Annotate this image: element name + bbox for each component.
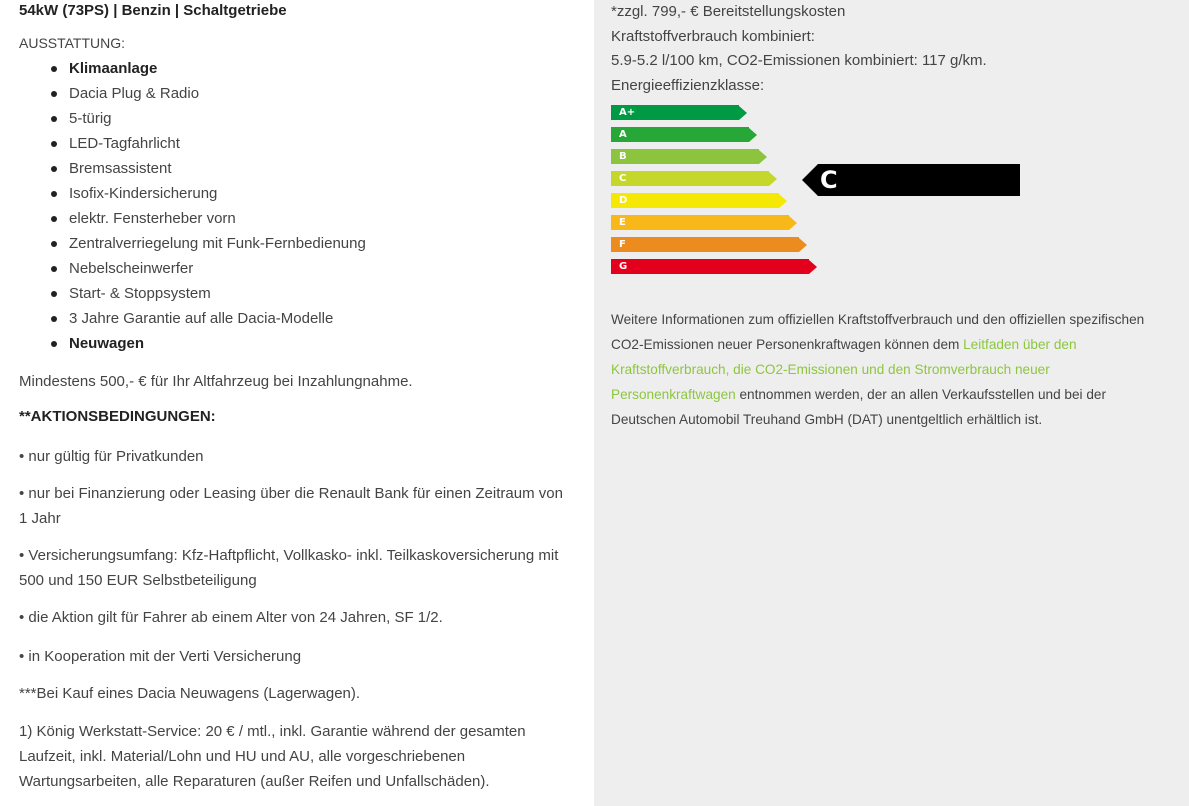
- stock-note: ***Bei Kauf eines Dacia Neuwagens (Lagerwagen).: [19, 685, 361, 702]
- condition-item: • die Aktion gilt für Fahrer ab einem Alter von 24 Jahren, SF 1/2.: [19, 609, 443, 626]
- equipment-item: Nebelscheinwerfer: [19, 256, 366, 281]
- equipment-list: [19, 56, 366, 356]
- efficiency-bar: [611, 105, 747, 120]
- condition-item: • in Kooperation mit der Verti Versicherung: [19, 648, 302, 665]
- efficiency-bar: [611, 237, 807, 252]
- consumption-label: Kraftstoffverbrauch kombiniert:: [611, 27, 815, 45]
- equipment-label: AUSSTATTUNG:: [19, 35, 126, 51]
- efficiency-bar: [611, 171, 777, 186]
- conditions-title: **AKTIONSBEDINGUNGEN:: [19, 408, 216, 425]
- efficiency-bar: [611, 215, 797, 230]
- guideline-link[interactable]: Leitfaden über den Kraftstoffverbrauch, die CO2-Emissionen und den Stromverbrauch neuer Personenkraftwagen: [611, 337, 1077, 402]
- efficiency-bar-label: A+: [619, 107, 636, 118]
- efficiency-bar-label: C: [619, 173, 627, 184]
- efficiency-bar-label: F: [619, 239, 626, 250]
- equipment-item: LED-Tagfahrlicht: [19, 131, 366, 156]
- efficiency-label: Energieeffizienzklasse:: [611, 76, 765, 94]
- service-note: 1) König Werkstatt-Service: 20 € / mtl., inkl. Garantie während der gesamten Laufzeit, inkl. Material/Lohn und HU und AU, alle vorgeschriebenen Wartungsarbeiten, alle Reparaturen (außer Reifen und Unfallschäden).: [19, 723, 526, 790]
- trade-in-note: Mindestens 500,- € für Ihr Altfahrzeug bei Inzahlungnahme.: [19, 373, 413, 390]
- efficiency-bar-label: D: [619, 195, 628, 206]
- selected-efficiency-class: C: [818, 164, 1020, 196]
- efficiency-bar-label: E: [619, 217, 626, 228]
- equipment-item: Zentralverriegelung mit Funk-Fernbedienung: [19, 231, 366, 256]
- legal-info-suffix: entnommen werden, der an allen Verkaufsstellen und bei der Deutschen Automobil Treuhand GmbH (DAT) unentgeltlich erhältlich ist.: [611, 387, 1106, 427]
- equipment-item: Klimaanlage: [19, 56, 366, 81]
- marker-arrow: [802, 164, 818, 196]
- provision-costs: *zzgl. 799,- € Bereitstellungskosten: [611, 3, 846, 20]
- equipment-item: elektr. Fensterheber vorn: [19, 206, 366, 231]
- efficiency-class-marker: [802, 164, 1020, 196]
- efficiency-bar-label: B: [619, 151, 627, 162]
- equipment-item: 5-türig: [19, 106, 366, 131]
- efficiency-bar: [611, 193, 787, 208]
- equipment-item: 3 Jahre Garantie auf alle Dacia-Modelle: [19, 306, 366, 331]
- efficiency-bar: [611, 127, 757, 142]
- efficiency-bar: [611, 149, 767, 164]
- legal-info-prefix: Weitere Informationen zum offiziellen Kraftstoffverbrauch und den offiziellen spezifischen CO2-Emissionen neuer Personenkraftwagen können dem: [611, 312, 1145, 352]
- equipment-item: Isofix-Kindersicherung: [19, 181, 366, 206]
- equipment-item: Dacia Plug & Radio: [19, 81, 366, 106]
- efficiency-bar: [611, 259, 817, 274]
- consumption-info: [611, 0, 987, 98]
- consumption-column: [594, 0, 1189, 806]
- legal-info: [611, 307, 1171, 432]
- efficiency-bar-label: A: [619, 129, 627, 140]
- engine-spec: 54kW (73PS) | Benzin | Schaltgetriebe: [19, 2, 287, 19]
- condition-item: • Versicherungsumfang: Kfz-Haftpflicht, Vollkasko- inkl. Teilkaskoversicherung mit 500 und 150 EUR Selbstbeteiligung: [19, 547, 559, 589]
- equipment-item: Start- & Stoppsystem: [19, 281, 366, 306]
- efficiency-bar-label: G: [619, 261, 628, 272]
- condition-item: • nur gültig für Privatkunden: [19, 448, 204, 465]
- equipment-item: Neuwagen: [19, 331, 366, 356]
- offer-details-column: [0, 0, 594, 806]
- consumption-value: 5.9-5.2 l/100 km, CO2-Emissionen kombiniert: 117 g/km.: [611, 52, 987, 69]
- condition-item: • nur bei Finanzierung oder Leasing über die Renault Bank für einen Zeitraum von 1 Jahr: [19, 485, 563, 527]
- equipment-item: Bremsassistent: [19, 156, 366, 181]
